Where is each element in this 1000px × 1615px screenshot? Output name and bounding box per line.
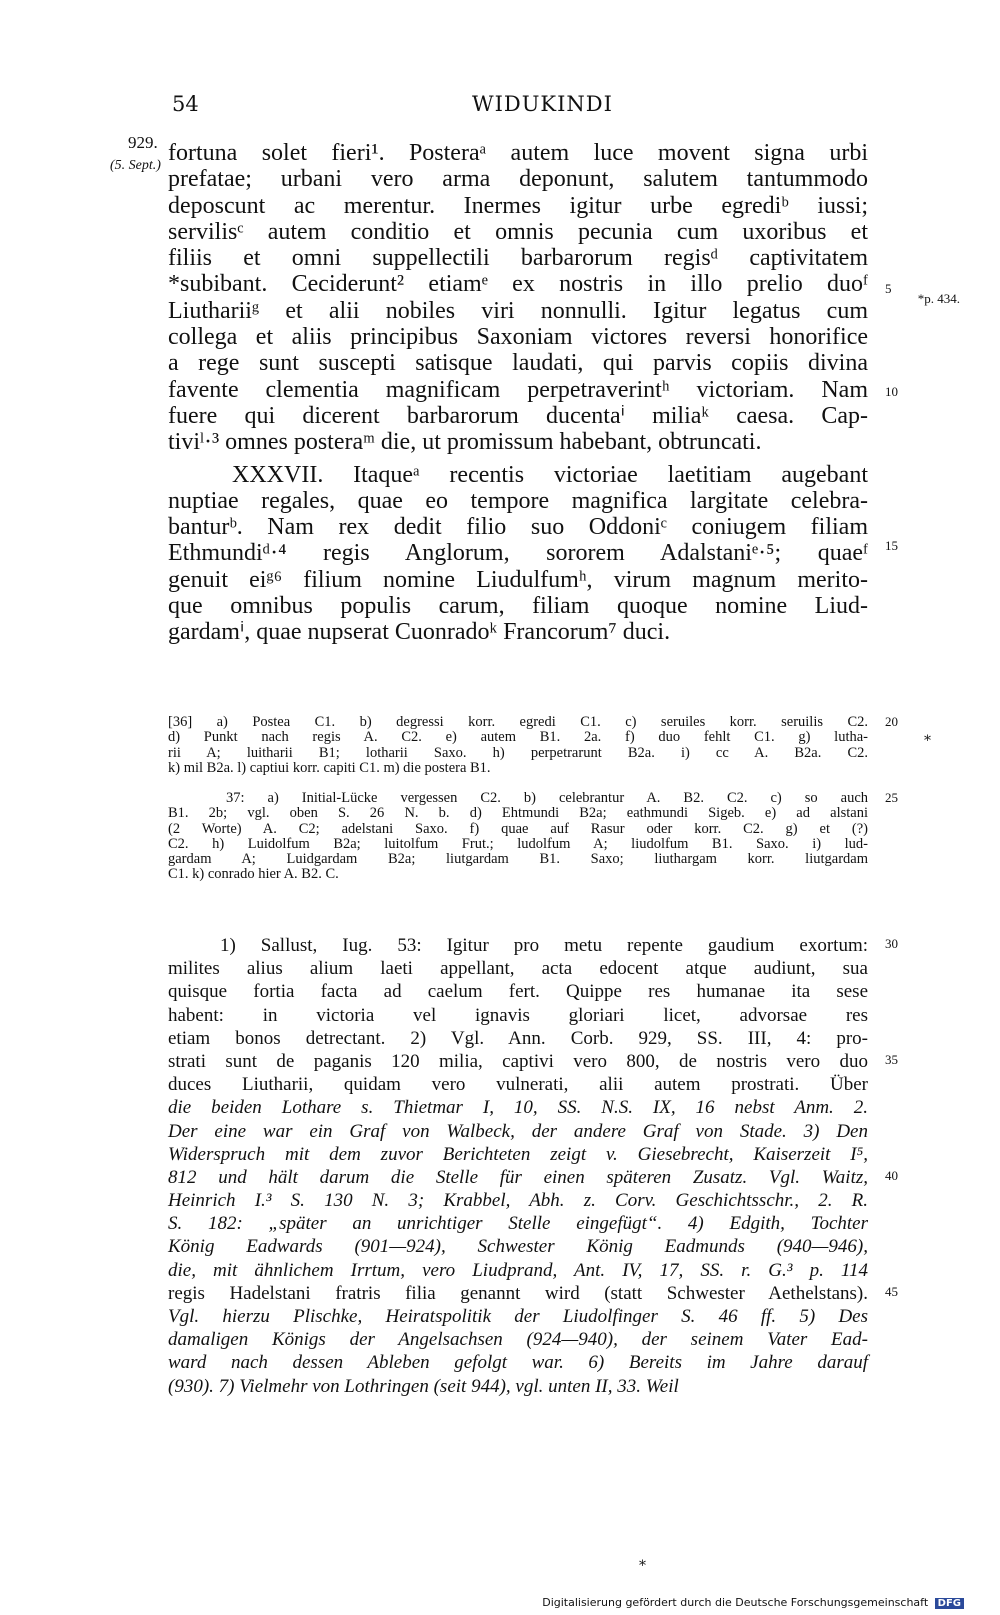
footnote-line: die beiden Lothare s. Thietmar I, 10, SS. N.S. IX, 16 nebst Anm. 2. xyxy=(168,1097,868,1119)
footer-star: * xyxy=(639,1558,646,1574)
apparatus-line: rii A; luitharii B1; lotharii Saxo. h) perpetrarunt B2a. i) cc A. B2a. C2. xyxy=(168,744,868,761)
text-line: a rege sunt suscepti satisque laudati, qui parvis copiis divina xyxy=(168,350,868,377)
footnote-line: S. 182: „später an unrichtiger Stelle eingefügt“. 4) Edgith, Tochter xyxy=(168,1213,868,1235)
footnote-line: regis Hadelstani fratris filia genannt wird (statt Schwester Aethelstans). xyxy=(168,1282,868,1304)
footnote-line: Heinrich I.³ S. 130 N. 3; Krabbel, Abh. z. Corv. Geschichtsschr., 2. R. xyxy=(168,1190,868,1212)
line-number: 20 xyxy=(885,714,898,729)
text-line: Liuthariiᵍ et alii nobiles viri nonnulli. Igitur legatus cum xyxy=(168,297,868,324)
apparatus-line: gardam A; Luidgardam B2a; liutgardam B1. Saxo; liuthargam korr. liutgardam xyxy=(168,851,868,868)
footnote-line: 812 und hält darum die Stelle für einen späteren Zusatz. Vgl. Waitz, xyxy=(168,1166,868,1188)
text-line: filiis et omni suppellectili barbarorum regisᵈ captivitatem xyxy=(168,245,868,272)
text-line: prefatae; urbani vero arma deponunt, salutem tantummodo xyxy=(168,166,868,193)
footnote-line: Vgl. hierzu Plischke, Heiratspolitik der Liudolfinger S. 46 ff. 5) Des xyxy=(168,1306,868,1327)
text-line: fortuna solet fieri¹. Posteraᵃ autem luce movent signa urbi xyxy=(168,140,868,166)
chapter-heading-line: XXXVII. Itaqueᵃ recentis victoriae laetitiam augebant xyxy=(232,461,868,488)
footnote-line: quisque fortia facta ad caelum fert. Quippe res humanae ita sese xyxy=(168,981,868,1003)
margin-date: (5. Sept.) xyxy=(110,158,161,173)
footnote-line: habent: in victoria vel ignavis gloriari licet, advorsae res xyxy=(168,1004,868,1026)
apparatus-line: B1. 2b; vgl. oben S. 26 N. b. d) Ehtmundi B2a; eathmundi Sigeb. e) ad alstani xyxy=(168,805,868,822)
dfg-logo: DFG xyxy=(935,1598,964,1609)
apparatus-37 xyxy=(168,791,868,883)
text-line: nuptiae regales, quae eo tempore magnifica largitate celebra- xyxy=(168,487,868,514)
margin-star: * xyxy=(924,733,931,749)
text-line: Ethmundiᵈ·⁴ regis Anglorum, sororem Adalstaniᵉ·⁵; quaeᶠ xyxy=(168,540,868,567)
apparatus-line: d) Punkt nach regis A. C2. e) autem B1. 2a. f) duo fehlt C1. g) lutha- xyxy=(168,729,868,746)
apparatus-line: [36] a) Postea C1. b) degressi korr. egredi C1. c) seruiles korr. seruilis C2. xyxy=(168,714,868,730)
text-line: banturᵇ. Nam rex dedit filio suo Oddoniᶜ coniugem filiam xyxy=(168,514,868,541)
text-line: deposcunt ac merentur. Inermes igitur urbe egrediᵇ iussi; xyxy=(168,192,868,219)
footnote-line: strati sunt de paganis 120 milia, captivi vero 800, de nostris vero duo xyxy=(168,1050,868,1072)
text-line: *subibant. Ceciderunt² etiamᵉ ex nostris in illo prelio duoᶠ xyxy=(168,271,868,298)
page-number: 54 xyxy=(172,92,199,116)
line-number: 35 xyxy=(885,1052,898,1067)
digitization-credit xyxy=(542,1596,964,1609)
footnote-line: etiam bonos detrectant. 2) Vgl. Ann. Corb. 929, SS. III, 4: pro- xyxy=(168,1027,868,1049)
apparatus-36 xyxy=(168,715,868,776)
text-line: collega et aliis principibus Saxoniam victores reversi honorifice xyxy=(168,324,868,351)
apparatus-line: 37: a) Initial-Lücke vergessen C2. b) celebrantur A. B2. C2. c) so auch xyxy=(226,790,868,806)
page-header xyxy=(172,92,872,122)
line-number: 45 xyxy=(885,1284,898,1299)
footnote-line: (930). 7) Vielmehr von Lothringen (seit 944), vgl. unten II, 33. Weil xyxy=(168,1375,679,1397)
main-text xyxy=(168,140,868,646)
margin-page-ref: *p. 434. xyxy=(917,291,960,306)
apparatus-line: (2 Worte) A. C2; adelstani Saxo. f) quae auf Rasur oder korr. C2. g) et (?) xyxy=(168,820,868,837)
footnote-line: ward nach dessen Ableben gefolgt war. 6) Bereits im Jahre darauf xyxy=(168,1352,868,1374)
text-line: que omnibus populis carum, filiam quoque nomine Liud- xyxy=(168,593,868,620)
text-line: fuere qui dicerent barbarorum ducentaⁱ miliaᵏ caesa. Cap- xyxy=(168,402,868,429)
running-head: WIDUKINDI xyxy=(472,92,613,116)
footnote-line: die, mit ähnlichem Irrtum, vero Liudprand, Ant. IV, 17, SS. r. G.³ p. 114 xyxy=(168,1259,868,1281)
apparatus-line: k) mil B2a. l) captiui korr. capiti C1. m) die postera B1. xyxy=(168,759,491,776)
line-number: 25 xyxy=(885,790,898,805)
footnote-line: damaligen Königs der Angelsachsen (924—940), der seinem Vater Ead- xyxy=(168,1329,868,1351)
line-number: 40 xyxy=(885,1168,898,1183)
footnotes xyxy=(168,934,868,1398)
line-number: 30 xyxy=(885,936,898,951)
footnote-line: 1) Sallust, Iug. 53: Igitur pro metu repente gaudium exortum: xyxy=(220,935,868,956)
text-line: servilisᶜ autem conditio et omnis pecunia cum uxoribus et xyxy=(168,218,868,245)
line-number: 15 xyxy=(885,538,898,553)
credit-text: Digitalisierung gefördert durch die Deutsche Forschungsgemeinschaft xyxy=(542,1596,929,1609)
text-line: genuit eiᵍ⁶ filium nomine Liudulfumʰ, virum magnum merito- xyxy=(168,566,868,593)
footnote-line: Der eine war ein Graf von Walbeck, der andere Graf von Stade. 3) Den xyxy=(168,1120,868,1142)
line-number: 5 xyxy=(885,281,892,296)
apparatus-line: C1. k) conrado hier A. B2. C. xyxy=(168,866,339,883)
line-number: 10 xyxy=(885,384,898,399)
apparatus-line: C2. h) Luidolfum B2a; luitolfum Frut.; ludolfum A; liudolfum B1. Saxo. i) lud- xyxy=(168,835,868,852)
text-line: gardamⁱ, quae nupserat Cuonradoᵏ Francorum⁷ duci. xyxy=(168,619,671,646)
text-line: favente clementia magnificam perpetraverintʰ victoriam. Nam xyxy=(168,376,868,403)
text-line: tiviˡ·³ omnes posteraᵐ die, ut promissum habebant, obtruncati. xyxy=(168,429,762,456)
footnote-line: milites alius alium laeti appellant, acta edocent atque audiunt, sua xyxy=(168,958,868,980)
margin-year: 929. xyxy=(128,133,158,152)
footnote-line: König Eadwards (901—924), Schwester König Eadmunds (940—946), xyxy=(168,1236,868,1258)
footnote-line: duces Liutharii, quidam vero vulnerati, alii autem prostrati. Über xyxy=(168,1074,868,1096)
footnote-line: Widerspruch mit dem zuvor Berichteten zeigt v. Giesebrecht, Kaiserzeit I⁵, xyxy=(168,1143,868,1165)
